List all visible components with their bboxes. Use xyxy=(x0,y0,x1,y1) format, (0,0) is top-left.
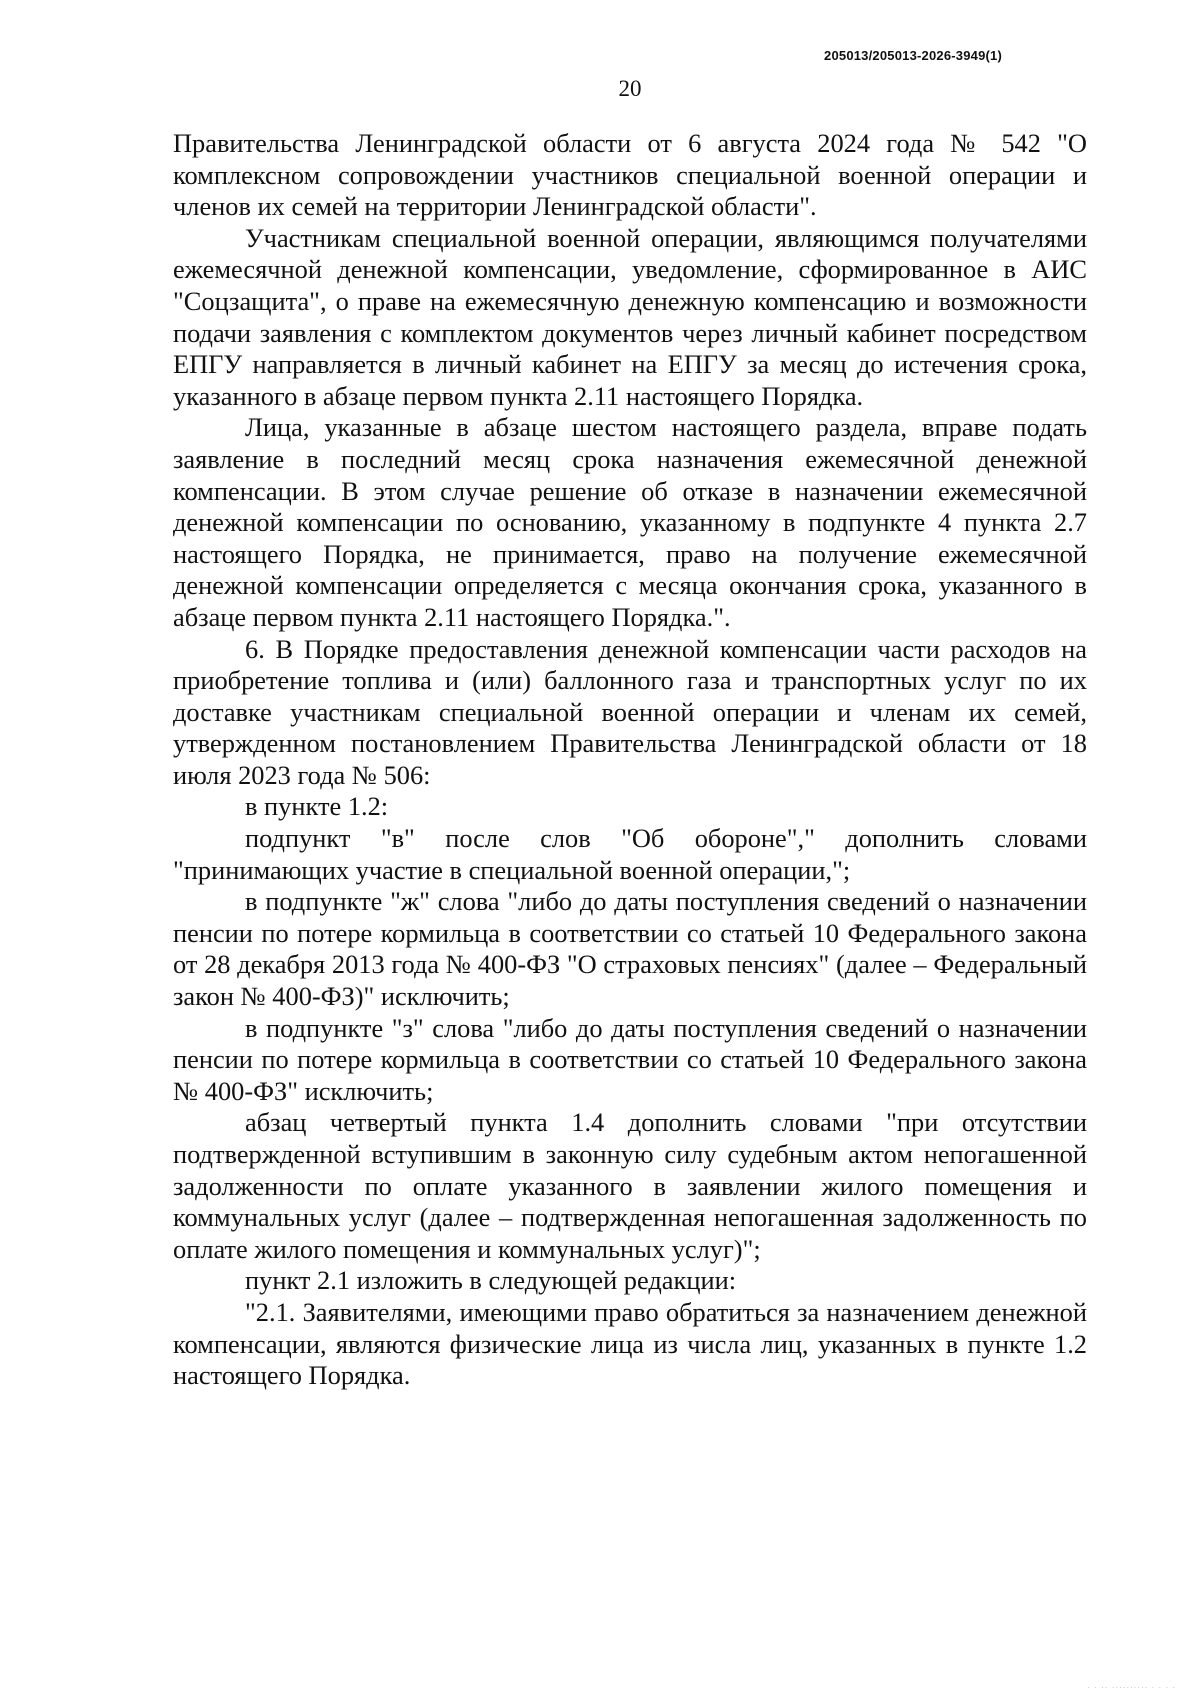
document-registration-number: 205013/205013-2026-3949(1) xyxy=(824,48,1002,63)
paragraph-2: Участникам специальной военной операции, являющимся получателями ежемесячной денежной компенсации, уведомление, сформированное в АИС "Соцзащита", о праве на ежемесячную денежную компенсацию и возможности подачи заявления с комплектом документов через личный кабинет посредством ЕПГУ направляется в личный кабинет на ЕПГУ за месяц до истечения срока, указанного в абзаце первом пункта 2.11 настоящего Порядка. xyxy=(173,222,1087,411)
paragraph-4: 6. В Порядке предоставления денежной компенсации части расходов на приобретение топлива и (или) баллонного газа и транспортных услуг по их доставке участникам специальной военной операции и членам их семей, утвержденном постановлением Правительства Ленинградской области от 18 июля 2023 года № 506: xyxy=(173,633,1087,790)
paragraph-7: в подпункте "ж" слова "либо до даты поступления сведений о назначении пенсии по потере кормильца в соответствии со статьей 10 Федерального закона от 28 декабря 2013 года № 400-ФЗ "О страховых пенсиях" (далее – Федеральный закон № 400-ФЗ)" исключить; xyxy=(173,886,1087,1012)
scan-artifact-mark: · · ·· ·········· · · · · xyxy=(1087,1683,1176,1692)
document-body xyxy=(173,128,1087,1392)
page-number: 20 xyxy=(618,76,642,101)
paragraph-9: абзац четвертый пункта 1.4 дополнить словами "при отсутствии подтвержденной вступившим в законную силу судебным актом непогашенной задолженности по оплате указанного в заявлении жилого помещения и коммунальных услуг (далее – подтвержденная непогашенная задолженность по оплате жилого помещения и коммунальных услуг)"; xyxy=(173,1107,1087,1264)
paragraph-3: Лица, указанные в абзаце шестом настоящего раздела, вправе подать заявление в последний месяц срока назначения ежемесячной денежной компенсации. В этом случае решение об отказе в назначении ежемесячной денежной компенсации по основанию, указанному в подпункте 4 пункта 2.7 настоящего Порядка, не принимается, право на получение ежемесячной денежной компенсации определяется с месяца окончания срока, указанного в абзаце первом пункта 2.11 настоящего Порядка.". xyxy=(173,412,1087,632)
paragraph-8: в подпункте "з" слова "либо до даты поступления сведений о назначении пенсии по потере кормильца в соответствии со статьей 10 Федерального закона № 400-ФЗ" исключить; xyxy=(173,1012,1087,1106)
paragraph-5: в пункте 1.2: xyxy=(245,791,389,822)
paragraph-1: Правительства Ленинградской области от 6 августа 2024 года № 542 "О комплексном сопровождении участников специальной военной операции и членов их семей на территории Ленинградской области". xyxy=(173,128,1087,222)
paragraph-10: пункт 2.1 изложить в следующей редакции: xyxy=(245,1265,737,1296)
paragraph-6: подпункт "в" после слов "Об обороне"," дополнить словами "принимающих участие в специальной военной операции,"; xyxy=(173,823,1087,885)
paragraph-11: "2.1. Заявителями, имеющими право обратиться за назначением денежной компенсации, являются физические лица из числа лиц, указанных в пункте 1.2 настоящего Порядка. xyxy=(173,1296,1087,1391)
